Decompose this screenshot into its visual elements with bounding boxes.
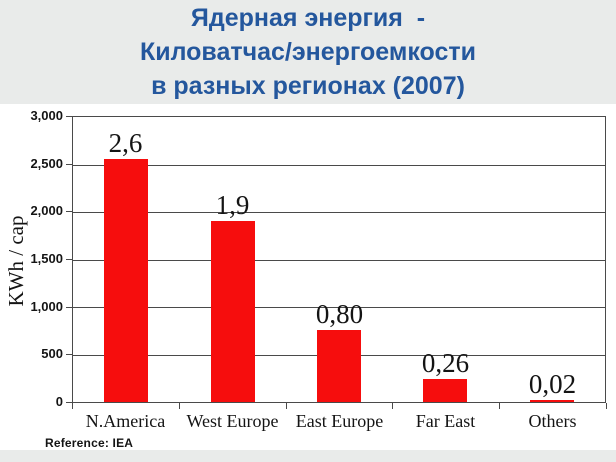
chart-title-line-3: в разных регионах (2007)	[151, 72, 465, 100]
x-tick-mark	[606, 403, 607, 409]
y-tick-label-2000: 2,000	[30, 203, 63, 218]
y-tick-mark	[66, 259, 72, 260]
y-tick-label-500: 500	[41, 346, 63, 361]
bar-value-label: 0,02	[528, 369, 577, 399]
y-axis-title: KWh / cap	[4, 215, 28, 307]
chart-title-line-2: Киловатчас/энергоемкости	[139, 38, 477, 66]
y-tick-mark	[66, 116, 72, 117]
bar-far-east	[423, 379, 467, 402]
bar-value-label: 0,80	[315, 299, 364, 329]
y-tick-mark	[66, 307, 72, 308]
chart-title-line-1: Ядерная энергия -	[190, 4, 426, 32]
y-tick-mark	[66, 164, 72, 165]
x-tick-mark	[286, 403, 287, 409]
x-tick-mark	[392, 403, 393, 409]
y-tick-label-3000: 3,000	[30, 108, 63, 123]
y-tick-label-2500: 2,500	[30, 156, 63, 171]
x-axis-label-west-europe: West Europe	[186, 411, 279, 431]
y-tick-mark	[66, 354, 72, 355]
y-tick-mark	[66, 211, 72, 212]
x-axis-label-east-europe: East Europe	[295, 411, 384, 431]
bar-n-america	[104, 159, 148, 402]
y-tick-label-1000: 1,000	[30, 299, 63, 314]
gridline-1500	[73, 260, 605, 261]
x-tick-mark	[72, 403, 73, 409]
bar-value-label: 1,9	[215, 190, 250, 220]
bar-others	[530, 400, 574, 402]
x-tick-mark	[179, 403, 180, 409]
bar-value-label: 2,6	[108, 128, 143, 158]
x-axis-label-others: Others	[528, 411, 577, 431]
x-tick-mark	[499, 403, 500, 409]
gridline-2500	[73, 165, 605, 166]
chart-title	[0, 1, 616, 103]
x-axis-label-n-america: N.America	[85, 411, 166, 431]
x-axis-label-far-east: Far East	[415, 411, 476, 431]
gridline-2000	[73, 212, 605, 213]
bar-west-europe	[211, 221, 255, 402]
bar-east-europe	[317, 330, 361, 402]
y-tick-label-1500: 1,500	[30, 251, 63, 266]
plot-area	[72, 116, 606, 403]
reference-note: Reference: IEA	[45, 436, 134, 450]
bar-value-label: 0,26	[421, 348, 470, 378]
y-tick-label-0: 0	[55, 394, 63, 409]
